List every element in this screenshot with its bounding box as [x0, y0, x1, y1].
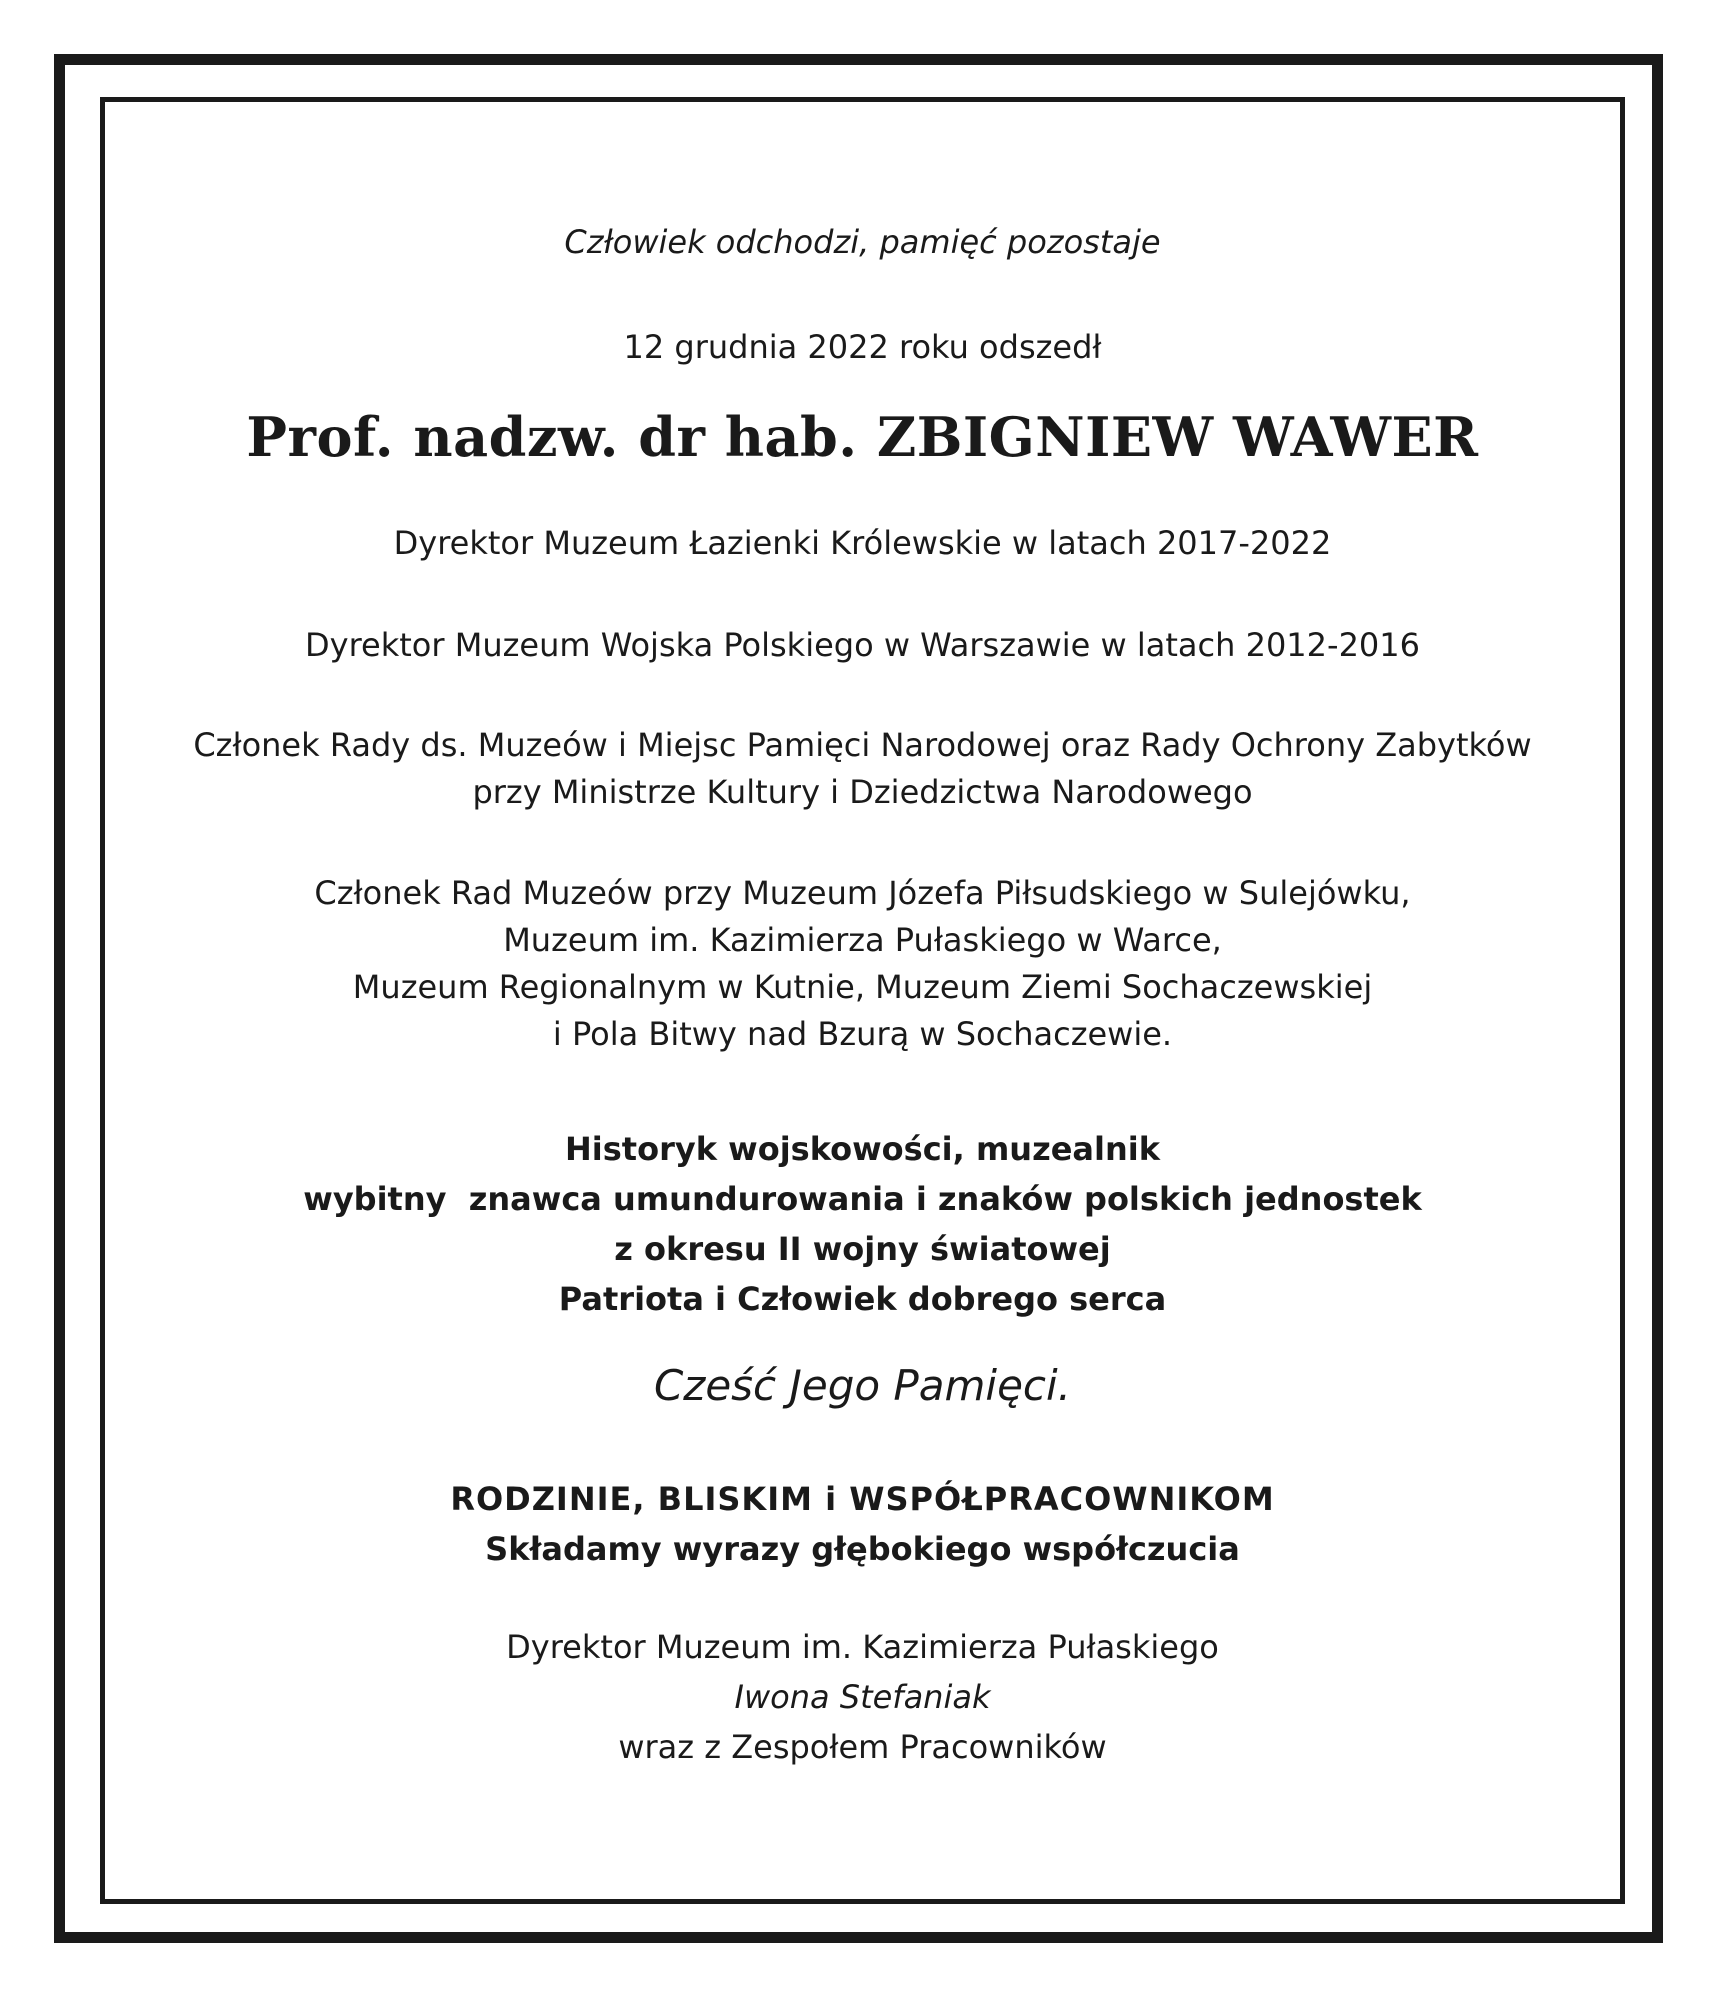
- deceased-name: Prof. nadzw. dr hab. ZBIGNIEW WAWER: [246, 405, 1479, 469]
- role-line: Członek Rad Muzeów przy Muzeum Józefa Piłsudskiego w Sulejówku,: [314, 874, 1411, 912]
- role-block: [105, 520, 1620, 567]
- role-line: Muzeum Regionalnym w Kutnie, Muzeum Ziemi Sochaczewskiej: [352, 968, 1373, 1006]
- role-line: Członek Rady ds. Muzeów i Miejsc Pamięci Narodowej oraz Rady Ochrony Zabytków: [193, 726, 1532, 764]
- signature-signer: Iwona Stefaniak: [734, 1678, 991, 1716]
- role-block: [105, 622, 1620, 669]
- condolence-message: Składamy wyrazy głębokiego współczucia: [485, 1530, 1240, 1568]
- description-line: Historyk wojskowości, muzealnik: [565, 1130, 1160, 1168]
- description-line: Patriota i Człowiek dobrego serca: [558, 1280, 1167, 1318]
- role-line: Dyrektor Muzeum Wojska Polskiego w Warszawie w latach 2012-2016: [305, 626, 1420, 664]
- role-line: Dyrektor Muzeum Łazienki Królewskie w latach 2017-2022: [393, 524, 1332, 562]
- signature-title: Dyrektor Muzeum im. Kazimierza Pułaskiego: [506, 1628, 1219, 1666]
- motto: Człowiek odchodzi, pamięć pozostaje: [564, 223, 1161, 261]
- description-block: [105, 1124, 1620, 1324]
- role-block: [105, 722, 1620, 816]
- date-of-death: 12 grudnia 2022 roku odszedł: [623, 328, 1102, 366]
- condolence-addressees: RODZINIE, BLISKIM i WSPÓŁPRACOWNIKOM: [450, 1480, 1275, 1518]
- signature-block: [105, 1622, 1620, 1772]
- signature-team: wraz z Zespołem Pracowników: [618, 1728, 1107, 1766]
- role-line: przy Ministrze Kultury i Dziedzictwa Narodowego: [472, 773, 1253, 811]
- role-line: Muzeum im. Kazimierza Pułaskiego w Warce,: [503, 921, 1222, 959]
- role-line: i Pola Bitwy nad Bzurą w Sochaczewie.: [552, 1015, 1173, 1053]
- description-line: z okresu II wojny światowej: [614, 1230, 1111, 1268]
- condolence-block: [105, 1474, 1620, 1574]
- role-block: [105, 870, 1620, 1058]
- description-line: wybitny znawca umundurowania i znaków polskich jednostek: [303, 1180, 1422, 1218]
- honor-line: Cześć Jego Pamięci.: [653, 1361, 1072, 1410]
